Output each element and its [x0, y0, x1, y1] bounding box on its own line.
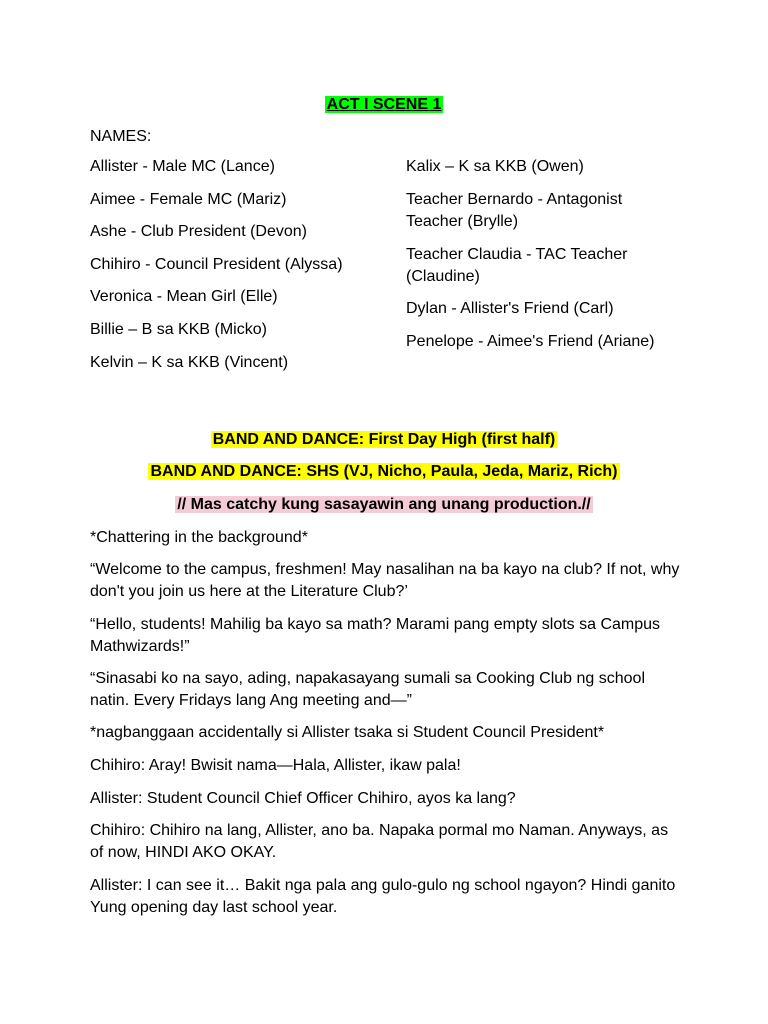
- script-line: Allister: I can see it… Bakit nga pala ang gulo-gulo ng school ngayon? Hindi ganito Yung opening day last school year.: [90, 877, 676, 916]
- cast-item: Teacher Claudia - TAC Teacher (Claudine): [406, 246, 628, 285]
- cast-item: Dylan - Allister's Friend (Carl): [406, 300, 614, 317]
- script-line: “Sinasabi ko na sayo, ading, napakasayang sumali sa Cooking Club ng school natin. Every Fridays lang Ang meeting and—”: [90, 670, 646, 709]
- script-line: Chihiro: Aray! Bwisit nama—Hala, Allister, ikaw pala!: [90, 757, 461, 774]
- director-note: // Mas catchy kung sasayawin ang unang production.//: [177, 496, 591, 513]
- cast-item: Billie – B sa KKB (Micko): [90, 321, 267, 338]
- script-line: Allister: Student Council Chief Officer Chihiro, ayos ka lang?: [90, 790, 516, 807]
- script-line: “Hello, students! Mahilig ba kayo sa math? Marami pang empty slots sa Campus Mathwizards!”: [90, 616, 661, 655]
- names-label: NAMES:: [90, 128, 152, 145]
- scene-title-line: [0, 94, 768, 116]
- script-line: Chihiro: Chihiro na lang, Allister, ano ba. Napaka pormal mo Naman. Anyways, as of now, HINDI AKO OKAY.: [90, 822, 669, 861]
- script-line: *nagbanggaan accidentally si Allister tsaka si Student Council President*: [90, 724, 605, 741]
- script-line: *Chattering in the background*: [90, 529, 308, 546]
- music-line-2: BAND AND DANCE: SHS (VJ, Nicho, Paula, Jeda, Mariz, Rich): [150, 463, 618, 480]
- music-line-2-wrap: [0, 461, 768, 483]
- cast-item: Kelvin – K sa KKB (Vincent): [90, 354, 289, 371]
- director-note-wrap: [0, 494, 768, 516]
- cast-item: Ashe - Club President (Devon): [90, 223, 307, 240]
- cast-item: Veronica - Mean Girl (Elle): [90, 288, 278, 305]
- cast-item: Allister - Male MC (Lance): [90, 158, 275, 175]
- cast-item: Chihiro - Council President (Alyssa): [90, 256, 343, 273]
- scene-title: ACT I SCENE 1: [326, 96, 442, 113]
- cast-item: Teacher Bernardo - Antagonist Teacher (Brylle): [406, 191, 623, 230]
- script-line: “Welcome to the campus, freshmen! May nasalihan na ba kayo na club? If not, why don't you join us here at the Literature Club?’: [90, 561, 680, 600]
- music-line-1-wrap: [0, 429, 768, 451]
- cast-item: Aimee - Female MC (Mariz): [90, 191, 287, 208]
- music-line-1: BAND AND DANCE: First Day High (first half): [212, 431, 556, 448]
- cast-item: Penelope - Aimee's Friend (Ariane): [406, 333, 655, 350]
- cast-item: Kalix – K sa KKB (Owen): [406, 158, 584, 175]
